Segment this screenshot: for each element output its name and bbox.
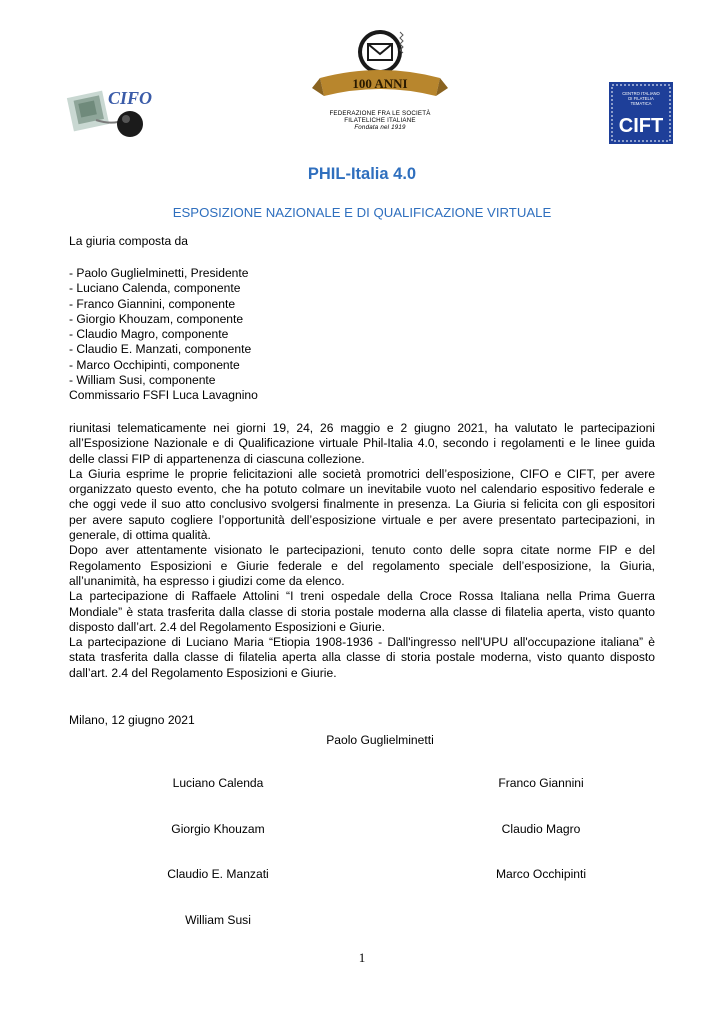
svg-text:DI FILATELIA: DI FILATELIA xyxy=(628,96,654,101)
logo-caption-line1: FEDERAZIONE FRA LE SOCIETÀ xyxy=(329,110,431,117)
signature-left: Claudio E. Manzati xyxy=(167,867,269,881)
page-title: PHIL-Italia 4.0 xyxy=(307,165,417,183)
paragraph: Dopo aver attentamente visionato le partecipazioni, tenuto conto delle sopra citate norme FIP e del Regolamento Esposizioni e Giurie federale e del regolamento speciale dell’esposizione, la Giuria, all’unanimità, ha espresso i giudizi come da elenco. xyxy=(69,543,655,588)
list-item: - Giorgio Khouzam, componente xyxy=(69,311,244,326)
list-item: - Franco Giannini, componente xyxy=(69,296,236,311)
cift-logo-letters: CIFT xyxy=(618,115,664,137)
list-item: - Marco Occhipinti, componente xyxy=(69,357,240,372)
signature-president: Paolo Guglielminetti xyxy=(326,733,434,747)
commissioner-line: Commissario FSFI Luca Lavagnino xyxy=(69,388,258,403)
list-item: - William Susi, componente xyxy=(69,373,216,388)
signature-left: William Susi xyxy=(185,913,251,927)
federation-logo xyxy=(310,26,450,144)
place-date: Milano, 12 giugno 2021 xyxy=(69,713,195,727)
svg-text:TEMATICA: TEMATICA xyxy=(630,101,652,106)
signature-left: Luciano Calenda xyxy=(172,776,264,790)
logo-caption-line2: FILATELICHE ITALIANE xyxy=(344,117,416,124)
signature-right: Claudio Magro xyxy=(501,822,581,836)
cifo-logo-text: CIFO xyxy=(108,88,153,108)
logo-caption-line3: Fondata nel 1919 xyxy=(354,124,406,131)
signature-right: Franco Giannini xyxy=(498,776,584,790)
intro-text: La giuria composta da xyxy=(69,234,188,248)
svg-text:CENTRO ITALIANO: CENTRO ITALIANO xyxy=(622,91,660,96)
paragraph: La Giuria esprime le proprie felicitazioni alle società promotrici dell’esposizione, CIFO e CIFT, per avere organizzato questo evento, che ha potuto colmare un inevitabile vuoto nel calendario espositivo federale e che oggi vede il suo atto conclusivo svolgersi finalmente in presenza. La Giuria si felicita con gli espositori per avere saputo cogliere l’opportunità dell’esposizione virtuale e per avere presentato partecipazioni, in generale, di ottima qualità. xyxy=(69,466,655,543)
list-item: - Claudio E. Manzati, componente xyxy=(69,342,252,357)
paragraph: La partecipazione di Raffaele Attolini “I treni ospedale della Croce Rossa Italiana nella Prima Guerra Mondiale” è stata trasferita dalla classe di storia postale moderna alla classe di filatelia aperta, visto quanto disposto dall’art. 2.4 del Regolamento Esposizioni e Giurie. xyxy=(69,589,655,634)
list-item: - Luciano Calenda, componente xyxy=(69,281,241,296)
paragraph: La partecipazione di Luciano Maria “Etiopia 1908-1936 - Dall'ingresso nell'UPU all'occupazione italiana” è stata trasferita dalla classe di filatelia aperta alla classe di storia postale moderna, visto quanto disposto dall’art. 2.4 del Regolamento Esposizioni e Giurie. xyxy=(69,635,655,680)
signature-left: Giorgio Khouzam xyxy=(171,822,265,836)
signature-right: Marco Occhipinti xyxy=(495,867,587,881)
logo-banner-text: 100 ANNI xyxy=(352,76,408,91)
list-item: - Claudio Magro, componente xyxy=(69,327,229,342)
cifo-logo xyxy=(66,84,158,140)
page-number: 1 xyxy=(358,950,366,965)
paragraph: riunitasi telematicamente nei giorni 19, 24, 26 maggio e 2 giugno 2021, ha valutato le partecipazioni all’Esposizione Nazionale e di Qualificazione virtuale Phil-Italia 4.0, secondo i regolamenti e le linee guida delle classi FIP di appartenenza di ciascuna collezione. xyxy=(69,421,655,466)
jury-member-list xyxy=(69,266,655,404)
page-subtitle: ESPOSIZIONE NAZIONALE E DI QUALIFICAZIONE VIRTUALE xyxy=(172,205,552,220)
cift-logo xyxy=(609,82,673,144)
body-paragraphs xyxy=(69,421,655,681)
list-item: - Paolo Guglielminetti, Presidente xyxy=(69,266,249,280)
